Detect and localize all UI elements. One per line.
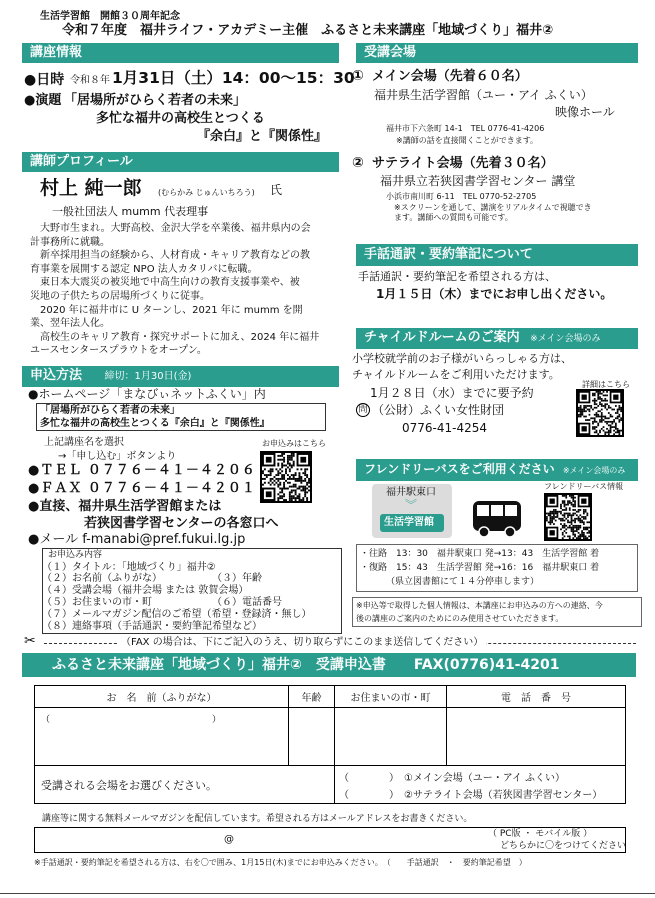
form-mag-note: 講座等に関する無料メールマガジンを配信しています。希望される方はメールアドレスをお書きください。 <box>42 814 473 824</box>
form-kana-paren: （ ） <box>41 715 222 725</box>
form-pc-option[interactable]: （ PC版 ・ モバイル版 ） <box>488 829 593 839</box>
form-name-field[interactable] <box>35 708 289 766</box>
form-venue-options[interactable] <box>335 766 626 804</box>
child-qr-code[interactable] <box>576 389 624 437</box>
header-anniversary: 生活学習館 開館３０周年記念 <box>40 11 180 22</box>
apply-deadline: 締切：1月30日(金) <box>104 371 192 382</box>
lecturer-bio-line: 2020 年に福井市に U ターンし、2021 年に mumm を開 <box>30 304 303 316</box>
child-line1: 小学校就学前のお子様がいらっしゃる方は、 <box>352 352 572 365</box>
header-title: 令和７年度 福井ライフ・アカデミー主催 ふるさと未来講座「地域づくり」福井② <box>62 23 554 38</box>
venue1-address: 福井市下六条町 14-1 TEL 0776-41-4206 <box>386 124 545 133</box>
chevron-down-icon: ︾ <box>405 498 418 512</box>
lecturer-bio-line: 大野市生まれ。大野高校、金沢大学を卒業後、福井県内の会 <box>30 223 311 234</box>
bus-go: ・往路 13：30 福井駅東口 発→13：43 生活学習館 着 <box>360 549 600 559</box>
apply-select1: 上記講座名を選択 <box>44 437 124 448</box>
section-sign-header: 手話通訳・要約筆記について <box>356 244 638 266</box>
apply-c1: （１）タイトル：「地域づくり」福井② <box>42 562 216 573</box>
venue2-title: サテライト会場（先着３０名） <box>372 156 554 171</box>
form-pc-note: どちらかに〇をつけてください <box>500 841 627 851</box>
apply-qr-code[interactable] <box>260 451 312 503</box>
lecturer-bio-line: 計事務所に就職。 <box>30 236 110 248</box>
bus-title: フレンドリーバスをご利用ください <box>364 462 555 476</box>
application-form-table <box>34 685 626 804</box>
section-apply-header <box>22 366 339 387</box>
apply-tel: ●ＴＥＬ ０７７６－４１－４２０６ <box>28 463 256 478</box>
form-head-city: お住まいの市・町 <box>335 686 447 708</box>
lecturer-org: 一般社団法人 mumm 代表理事 <box>52 205 209 218</box>
lecturer-bio-line: 業、翌年法人化。 <box>30 318 110 330</box>
venue1-note: ※講師の話を直接聞くことができます。 <box>396 136 539 145</box>
section-bus-header <box>356 459 638 481</box>
form-venue-question: 受講される会場をお選びください。 <box>35 766 335 804</box>
child-line2: チャイルドルームをご利用いただけます。 <box>352 368 560 381</box>
section-child-header <box>356 328 638 349</box>
venue2-note2: ます。講師への質問も可能です。 <box>394 213 513 222</box>
date-value: 1月31日（土）14：00～15：30 <box>112 69 355 87</box>
form-age-field[interactable] <box>289 708 335 766</box>
form-head-tel: 電 話 番 号 <box>447 686 626 708</box>
apply-c4: （４）受講会場（福井会場 または 敦賀会場） <box>42 585 249 596</box>
form-title: ふるさと未来講座「地域づくり」福井② 受講申込書 FAX(0776)41-4201 <box>52 657 560 673</box>
apply-c7: （７）メールマガジン配信のご希望（希望・登録済・無し） <box>42 609 312 620</box>
form-head-name: お 名 前（ふりがな） <box>35 686 289 708</box>
apply-c8: （８）連絡事項（手話通訳・要約筆記希望など） <box>42 621 262 632</box>
privacy-line1: ※申込等で取得した個人情報は、本講座にお申込みの方への連絡、今 <box>356 601 603 610</box>
apply-box-line1: 「居場所がひらく若者の未来」 <box>40 405 180 416</box>
form-city-field[interactable] <box>335 708 447 766</box>
child-qr-label: 詳細はこちら <box>582 380 630 389</box>
lecturer-bio-line: 東日本大震災の被災地で中高生向けの教育支援事業や、被 <box>30 277 300 289</box>
sign-line1: 手話通訳・要約筆記を希望される方は、 <box>358 270 556 283</box>
lecturer-bio-line: 新卒採用担当の経験から、人材育成・キャリア教育などの教 <box>30 250 310 262</box>
child-line4: （公財）ふくい女性財団 <box>372 403 505 417</box>
theme-line3: 『余白』と『関係性』 <box>197 129 328 144</box>
bus-qr-code[interactable] <box>544 493 592 541</box>
apply-fax: ●ＦＡＸ ０７７６－４１－４２０１ <box>28 481 256 496</box>
child-line5: 0776-41-4254 <box>402 421 488 435</box>
scissors-icon: ✂ <box>24 633 36 649</box>
page-bottom-line <box>0 893 655 894</box>
venue2-place: 福井県立若狭図書学習センター 講堂 <box>380 174 576 188</box>
date-year: 令和８年 <box>70 75 110 86</box>
apply-mail[interactable]: ●メール f-manabi@pref.fukui.lg.jp <box>28 532 246 547</box>
bus-back-note: （県立図書館にて１４分停車します） <box>386 577 540 587</box>
apply-c5b: （６）電話番号 <box>212 597 282 608</box>
form-footer: ※手話通訳・要約筆記を希望される方は、右を〇で囲み、1月15日(木)までにお申込みください。 （ 手話通訳 ・ 要約筆記希望 ） <box>34 858 527 867</box>
apply-direct1: ●直接、福井県生活学習館または <box>28 499 222 514</box>
venue1-title: メイン会場（先着６０名） <box>372 69 528 84</box>
bus-qr-label: フレンドリーバス情報 <box>544 482 624 491</box>
form-head-age: 年齢 <box>289 686 335 708</box>
apply-qr-label: お申込みはこちら <box>262 439 326 448</box>
bus-stop1: 福井駅東口 <box>386 487 436 498</box>
cut-text: （FAX の場合は、下にご記入のうえ、切り取らずにこのまま送信してください） <box>118 637 486 649</box>
lecturer-bio-line: ユースセンタースプラウトをオープン。 <box>30 345 207 357</box>
venue1-place: 福井県生活学習館（ユー・アイ ふくい） <box>374 88 593 102</box>
date-label: ●日時 <box>24 72 65 88</box>
lecturer-bio-line: 高校生のキャリア教育・探究サポートに加え、2024 年に福井 <box>30 331 320 343</box>
section-venue-header: 受講会場 <box>356 43 638 63</box>
section-kouza-header: 講座情報 <box>22 43 339 63</box>
bus-note: ※メイン会場のみ <box>562 466 626 475</box>
form-tel-field[interactable] <box>447 708 626 766</box>
lecturer-bio-line: 災地の子供たちの居場所づくりに従事。 <box>30 291 210 302</box>
child-title: チャイルドルームのご案内 <box>364 330 520 345</box>
lecturer-suffix: 氏 <box>270 183 283 197</box>
bus-back: ・復路 15：43 生活学習館 発→16：16 福井駅東口 着 <box>360 563 600 573</box>
venue2-note1: ※スクリーンを通して、講演をリアルタイムで視聴でき <box>394 203 592 212</box>
at-icon: @ <box>224 834 234 845</box>
apply-select2: →「申し込む」ボタンより <box>58 451 177 462</box>
theme-line2: 多忙な福井の高校生とつくる <box>96 111 265 126</box>
venue1-hall: 映像ホール <box>555 105 615 119</box>
theme-line1: 「居場所がひらく若者の未来」 <box>64 93 247 108</box>
sign-line2: 1月１５日（木）までにお申し出ください。 <box>376 287 613 301</box>
venue1-num: ① <box>352 68 364 84</box>
apply-box-line2: 多忙な福井の高校生とつくる『余白』と『関係性』 <box>40 418 270 429</box>
section-profile-header: 講師プロフィール <box>22 152 339 172</box>
bus-icon <box>472 500 522 538</box>
child-line3: 1月２８日（水）までに要予約 <box>370 386 534 400</box>
privacy-line2: 後の講座のご案内のためにのみ使用させていただきます。 <box>356 614 564 623</box>
lecturer-name: 村上 純一郎 <box>40 177 142 199</box>
lecturer-kana: (むらかみ じゅんいちろう) <box>158 188 255 197</box>
lecturer-bio-line: 育事業を展開する認定 NPO 法人カタリバに転職。 <box>30 263 258 275</box>
inquiry-icon: 問 <box>356 403 370 417</box>
venue2-num: ② <box>352 155 364 171</box>
apply-c2a: （２）お名前（ふりがな） <box>42 573 162 584</box>
apply-c5a: （５）お住まいの市・町 <box>42 597 152 608</box>
child-note: ※メイン会場のみ <box>530 334 601 344</box>
apply-content-title: お申込み内容 <box>48 550 103 560</box>
apply-title: 申込方法 <box>30 368 83 383</box>
theme-label: ●演題 <box>24 93 62 108</box>
apply-direct2: 若狭図書学習センターの各窓口へ <box>84 516 279 531</box>
form-venue-option1[interactable]: （ ） ①メイン会場（ユー・アイ ふくい） <box>339 772 566 784</box>
apply-c2b: （３）年齢 <box>212 573 262 584</box>
form-venue-option2[interactable]: （ ） ②サテライト会場（若狭図書学習センター） <box>339 789 603 801</box>
apply-web: ●ホームページ「まなびぃネットふくい」内 <box>28 387 266 401</box>
bus-stop2: 生活学習館 <box>384 517 434 528</box>
venue2-address: 小浜市南川町 6-11 TEL 0770-52-2705 <box>386 192 537 201</box>
